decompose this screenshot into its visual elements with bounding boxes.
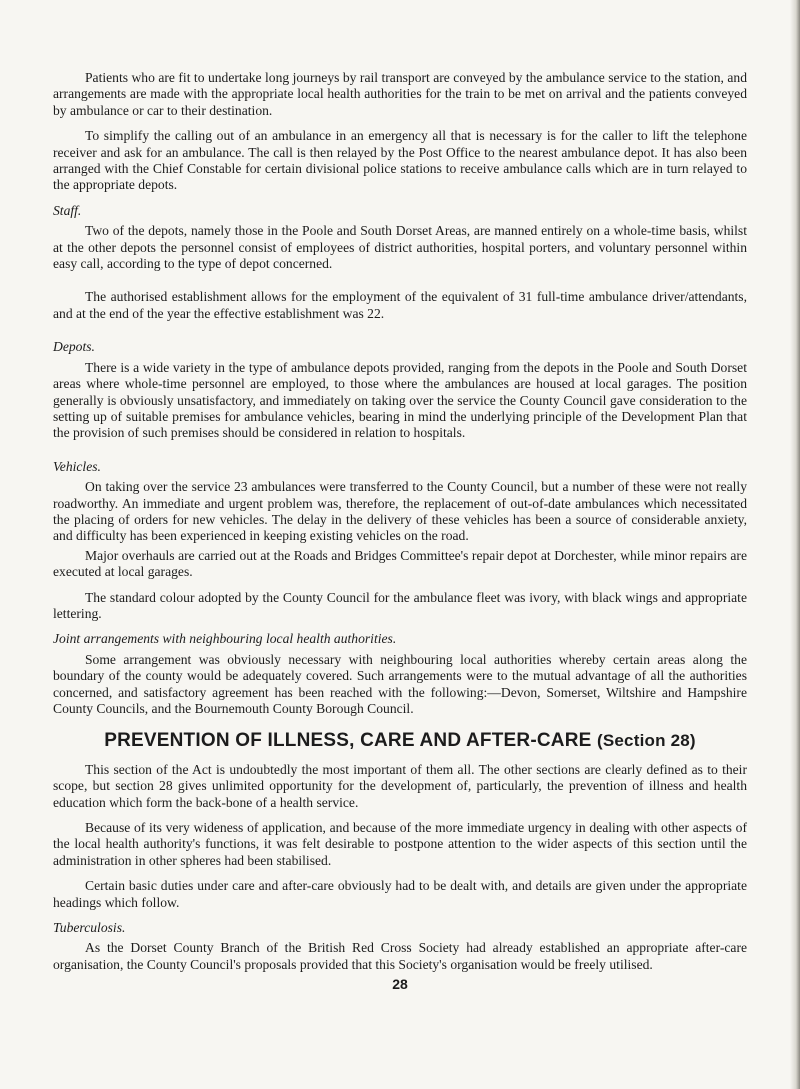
page-edge-shadow: [790, 0, 800, 1089]
heading-depots: Depots.: [53, 339, 95, 355]
heading-joint-arrangements: Joint arrangements with neighbouring local health authorities.: [53, 631, 397, 647]
paragraph-tuberculosis: As the Dorset County Branch of the British Red Cross Society had already established an appropriate after-care organisation, the County Council's proposals provided that this Society's organisation would be freely utilised.: [53, 940, 747, 972]
section-number: (Section 28): [597, 731, 696, 751]
paragraph-rail-transport: Patients who are fit to undertake long journeys by rail transport are conveyed by the ambulance service to the station, and arrangements are made with the appropriate local health authorities for the train to be met on arrival and the patients conveyed by ambulance or car to their destination.: [53, 70, 747, 118]
paragraph-prevention-importance: This section of the Act is undoubtedly the most important of them all. The other sections are clearly defined as to their scope, but section 28 gives unlimited opportunity for the development of, particularly, the prevention of illness and health education which form the back-bone of a health service.: [53, 761, 747, 810]
paragraph-staff-establishment: The authorised establishment allows for the employment of the equivalent of 31 full-time ambulance driver/attendants, and at the end of the year the effective establishment was 22.: [53, 289, 747, 321]
section-title-prevention: [53, 730, 747, 752]
heading-tuberculosis: Tuberculosis.: [53, 920, 126, 936]
document-page: [53, 70, 747, 993]
heading-staff: Staff.: [53, 202, 82, 218]
heading-vehicles: Vehicles.: [53, 458, 101, 474]
paragraph-vehicles-transfer: On taking over the service 23 ambulances were transferred to the County Council, but a number of these were not really roadworthy. An immediate and urgent problem was, therefore, the replacement of out-of-date ambulances which necessitated the placing of orders for new vehicles. The delay in the delivery of these vehicles has been a source of considerable anxiety, and difficulty has been experienced in keeping existing vehicles on the road.: [53, 479, 747, 544]
paragraph-depots: There is a wide variety in the type of ambulance depots provided, ranging from the depots in the Poole and South Dorset areas where whole-time personnel are employed, to those where the ambulances are housed at local garages. The position generally is obviously unsatisfactory, and immediately on taking over the service the County Council gave consideration to the setting up of suitable premises for ambulance vehicles, bearing in mind the underlying principle of the Development Plan that the provision of such premises should be considered in relation to hospitals.: [53, 359, 747, 441]
paragraph-vehicles-overhauls: Major overhauls are carried out at the Roads and Bridges Committee's repair depot at Dorchester, while minor repairs are executed at local garages.: [53, 547, 747, 580]
paragraph-prevention-postpone: Because of its very wideness of application, and because of the more immediate urgency in dealing with other aspects of the local health authority's functions, it was felt desirable to postpone attention to the wider aspects of this section until the administration in other spheres had been stabilised.: [53, 820, 747, 868]
page-number: 28: [392, 976, 408, 993]
section-title-text: PREVENTION OF ILLNESS, CARE AND AFTER-CARE: [104, 730, 592, 752]
paragraph-joint-arrangements: Some arrangement was obviously necessary with neighbouring local authorities whereby certain areas along the boundary of the county would be adequately covered. Such arrangements were to the mutual advantage of all the authorities concerned, and satisfactory agreement has been reached with the following:—Devon, Somerset, Wiltshire and Hampshire County Councils, and the Bournemouth County Borough Council.: [53, 651, 747, 716]
paragraph-emergency-calls: To simplify the calling out of an ambulance in an emergency all that is necessary is for the caller to lift the telephone receiver and ask for an ambulance. The call is then relayed by the Post Office to the nearest ambulance depot. It has also been arranged with the Chief Constable for certain divisional police stations to receive ambulance calls which are in turn relayed to the appropriate depots.: [53, 128, 747, 193]
paragraph-vehicles-colour: The standard colour adopted by the County Council for the ambulance fleet was ivory, with black wings and appropriate lettering.: [53, 589, 747, 621]
paragraph-staff-depots: Two of the depots, namely those in the Poole and South Dorset Areas, are manned entirely on a whole-time basis, whilst at the other depots the personnel consist of employees of district authorities, hospital porters, and voluntary personnel within easy call, according to the type of depot concerned.: [53, 223, 747, 272]
paragraph-prevention-duties: Certain basic duties under care and after-care obviously had to be dealt with, and details are given under the appropriate headings which follow.: [53, 878, 747, 910]
